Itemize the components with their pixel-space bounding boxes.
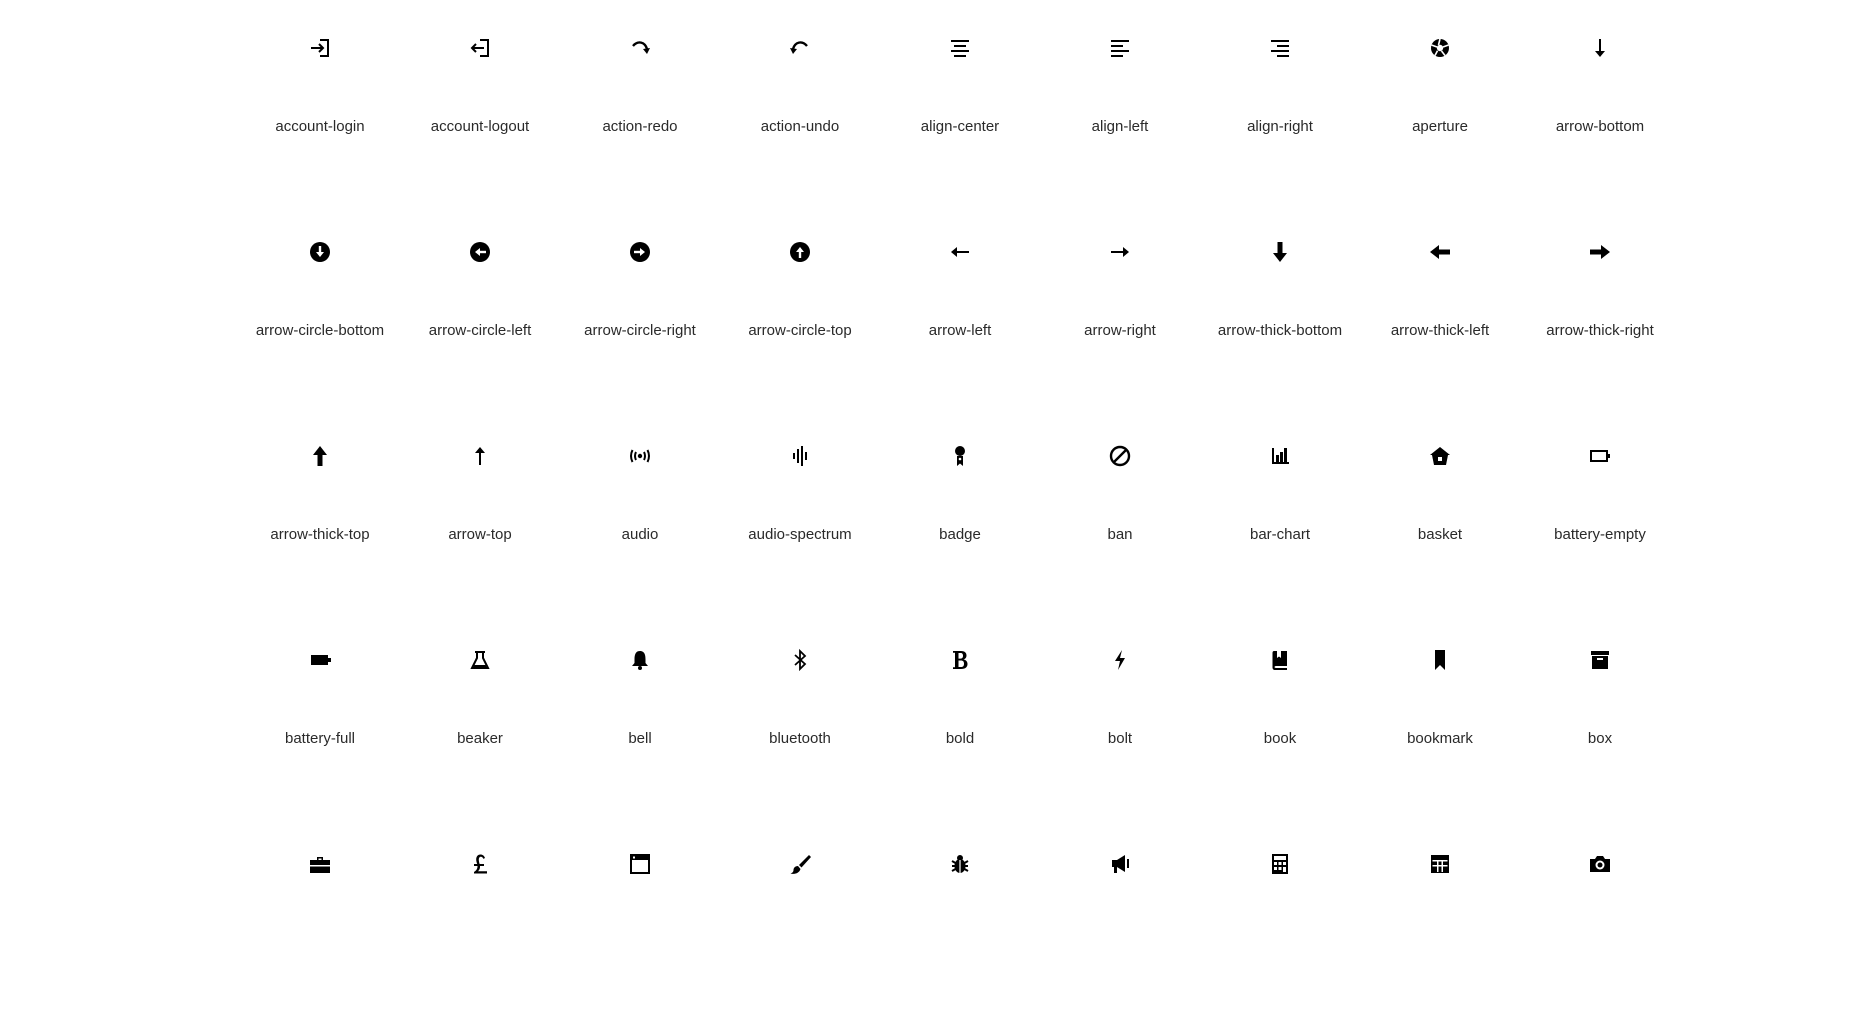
icon-tile-bullhorn[interactable] (1040, 816, 1200, 1020)
bell-icon (626, 646, 654, 674)
icon-tile-arrow-left[interactable] (880, 204, 1040, 408)
icon-label: battery-empty (1554, 526, 1646, 543)
action-undo-icon (786, 34, 814, 62)
icon-label: align-center (920, 118, 1000, 135)
audio-icon (626, 442, 654, 470)
align-left-icon (1106, 34, 1134, 62)
icon-tile-bookmark[interactable] (1360, 612, 1520, 816)
bookmark-icon (1426, 646, 1454, 674)
icon-label: bolt (1107, 730, 1133, 747)
icon-label: beaker (457, 730, 503, 747)
arrow-bottom-icon (1586, 34, 1614, 62)
icon-tile-browser[interactable] (560, 816, 720, 1020)
icon-tile-arrow-thick-right[interactable] (1520, 204, 1680, 408)
icon-label: arrow-thick-bottom (1217, 322, 1343, 339)
bar-chart-icon (1266, 442, 1294, 470)
camera-icon (1586, 850, 1614, 878)
icon-tile-bell[interactable] (560, 612, 720, 816)
align-right-icon (1266, 34, 1294, 62)
battery-full-icon (306, 646, 334, 674)
icon-label: badge (939, 526, 981, 543)
icon-tile-aperture[interactable] (1360, 0, 1520, 204)
icon-label: arrow-circle-left (428, 322, 532, 339)
icon-label: bold (945, 730, 975, 747)
arrow-right-icon (1106, 238, 1134, 266)
icon-tile-align-center[interactable] (880, 0, 1040, 204)
icon-tile-bold[interactable] (880, 612, 1040, 816)
icon-tile-battery-empty[interactable] (1520, 408, 1680, 612)
action-redo-icon (626, 34, 654, 62)
icon-tile-align-left[interactable] (1040, 0, 1200, 204)
arrow-thick-left-icon (1426, 238, 1454, 266)
badge-icon (946, 442, 974, 470)
icon-tile-briefcase[interactable] (240, 816, 400, 1020)
icon-tile-arrow-top[interactable] (400, 408, 560, 612)
icon-label: bluetooth (769, 730, 831, 747)
icon-tile-account-login[interactable] (240, 0, 400, 204)
icon-tile-calendar[interactable] (1360, 816, 1520, 1020)
icon-label: bell (628, 730, 652, 747)
arrow-thick-top-icon (306, 442, 334, 470)
icon-tile-arrow-thick-bottom[interactable] (1200, 204, 1360, 408)
align-center-icon (946, 34, 974, 62)
arrow-circle-left-icon (466, 238, 494, 266)
icon-label: account-logout (430, 118, 530, 135)
british-pound-icon (466, 850, 494, 878)
icon-tile-arrow-thick-top[interactable] (240, 408, 400, 612)
arrow-circle-bottom-icon (306, 238, 334, 266)
brush-icon (786, 850, 814, 878)
bolt-icon (1106, 646, 1134, 674)
bluetooth-icon (786, 646, 814, 674)
icon-label: audio (621, 526, 659, 543)
icon-tile-audio-spectrum[interactable] (720, 408, 880, 612)
bug-icon (946, 850, 974, 878)
arrow-circle-top-icon (786, 238, 814, 266)
icon-label: action-redo (602, 118, 678, 135)
icon-label: bar-chart (1249, 526, 1311, 543)
icon-label: arrow-top (448, 526, 512, 543)
icon-label: arrow-circle-right (584, 322, 696, 339)
icon-tile-camera-slr[interactable] (1520, 816, 1680, 1020)
bullhorn-icon (1106, 850, 1134, 878)
icon-tile-badge[interactable] (880, 408, 1040, 612)
icon-label: arrow-thick-left (1390, 322, 1490, 339)
arrow-top-icon (466, 442, 494, 470)
icon-label: arrow-circle-bottom (255, 322, 385, 339)
arrow-thick-right-icon (1586, 238, 1614, 266)
icon-label: arrow-thick-right (1546, 322, 1654, 339)
icon-tile-beaker[interactable] (400, 612, 560, 816)
icon-tile-basket[interactable] (1360, 408, 1520, 612)
book-icon (1266, 646, 1294, 674)
calendar-icon (1426, 850, 1454, 878)
icon-label: box (1587, 730, 1613, 747)
icon-tile-brush[interactable] (720, 816, 880, 1020)
icon-tile-arrow-right[interactable] (1040, 204, 1200, 408)
icon-label: audio-spectrum (748, 526, 852, 543)
bold-icon (946, 646, 974, 674)
icon-tile-action-undo[interactable] (720, 0, 880, 204)
basket-icon (1426, 442, 1454, 470)
icon-tile-bluetooth[interactable] (720, 612, 880, 816)
icon-label: aperture (1412, 118, 1468, 135)
aperture-icon (1426, 34, 1454, 62)
icon-tile-box[interactable] (1520, 612, 1680, 816)
icon-tile-book[interactable] (1200, 612, 1360, 816)
arrow-circle-right-icon (626, 238, 654, 266)
icon-label: battery-full (284, 730, 356, 747)
icon-tile-account-logout[interactable] (400, 0, 560, 204)
icon-label: basket (1417, 526, 1463, 543)
box-icon (1586, 646, 1614, 674)
icon-label: arrow-left (928, 322, 992, 339)
icon-label: ban (1107, 526, 1133, 543)
icon-tile-bug[interactable] (880, 816, 1040, 1020)
icon-label: arrow-bottom (1555, 118, 1645, 135)
icon-label: align-right (1247, 118, 1313, 135)
icon-label: arrow-right (1084, 322, 1156, 339)
icon-tile-calculator[interactable] (1200, 816, 1360, 1020)
icon-tile-battery-full[interactable] (240, 612, 400, 816)
arrow-thick-bottom-icon (1266, 238, 1294, 266)
icon-label: bookmark (1407, 730, 1473, 747)
icon-tile-bolt[interactable] (1040, 612, 1200, 816)
icon-tile-arrow-circle-top[interactable] (720, 204, 880, 408)
icon-grid (240, 0, 1680, 1020)
icon-tile-arrow-thick-left[interactable] (1360, 204, 1520, 408)
icon-tile-british-pound[interactable] (400, 816, 560, 1020)
icon-tile-arrow-bottom[interactable] (1520, 0, 1680, 204)
icon-tile-align-right[interactable] (1200, 0, 1360, 204)
briefcase-icon (306, 850, 334, 878)
icon-tile-ban[interactable] (1040, 408, 1200, 612)
icon-label: action-undo (760, 118, 840, 135)
browser-icon (626, 850, 654, 878)
icon-tile-bar-chart[interactable] (1200, 408, 1360, 612)
account-login-icon (306, 34, 334, 62)
icon-label: arrow-circle-top (748, 322, 852, 339)
icon-tile-arrow-circle-right[interactable] (560, 204, 720, 408)
arrow-left-icon (946, 238, 974, 266)
icon-label: align-left (1091, 118, 1149, 135)
audio-spectrum-icon (786, 442, 814, 470)
calculator-icon (1266, 850, 1294, 878)
ban-icon (1106, 442, 1134, 470)
icon-label: book (1263, 730, 1297, 747)
account-logout-icon (466, 34, 494, 62)
beaker-icon (466, 646, 494, 674)
icon-tile-arrow-circle-bottom[interactable] (240, 204, 400, 408)
icon-label: arrow-thick-top (270, 526, 370, 543)
icon-tile-audio[interactable] (560, 408, 720, 612)
icon-tile-action-redo[interactable] (560, 0, 720, 204)
icon-tile-arrow-circle-left[interactable] (400, 204, 560, 408)
battery-empty-icon (1586, 442, 1614, 470)
icon-label: account-login (275, 118, 365, 135)
